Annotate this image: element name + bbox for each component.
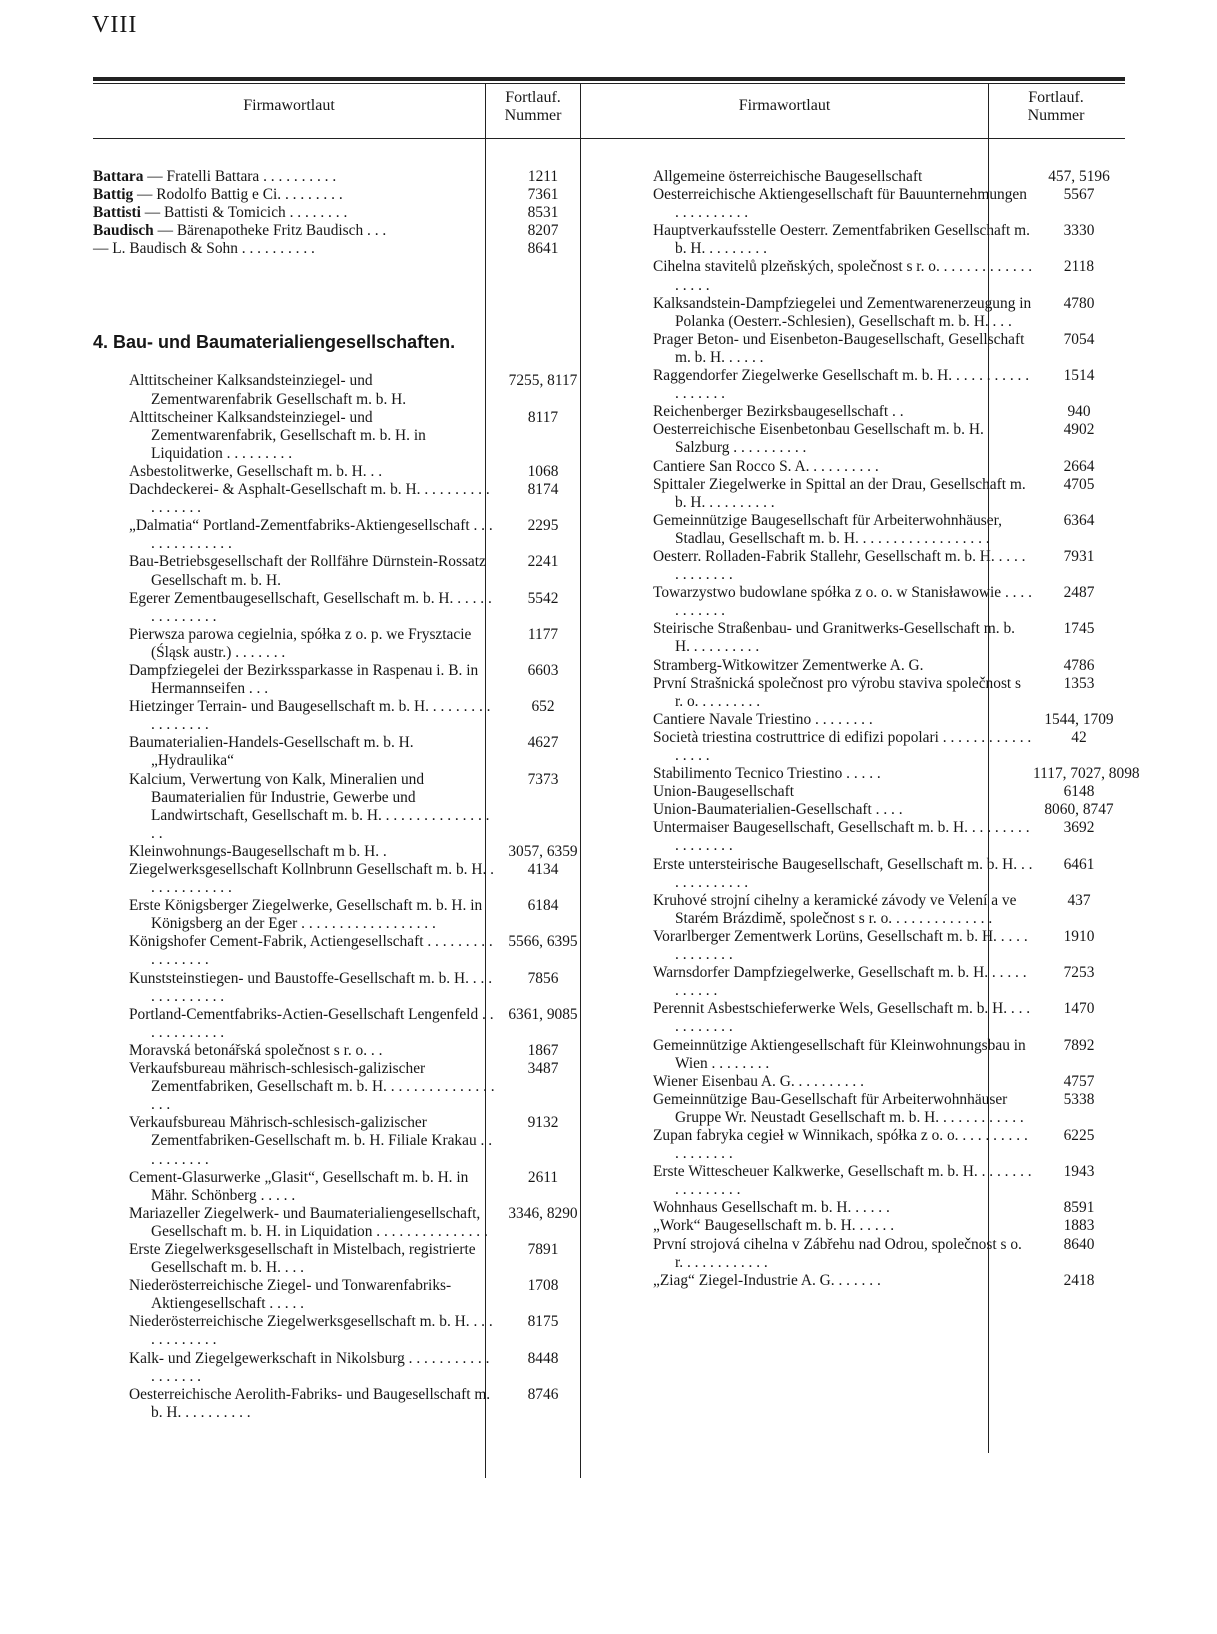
entry-number: 1470 xyxy=(1063,1000,1095,1018)
firm-name: Mariazeller Ziegelwerk- und Baumaterialiengesellschaft, Gesellschaft m. b. H. in Liquidation . . . . . . . . . . . . . . . xyxy=(129,1204,488,1240)
right-column xyxy=(653,168,1140,1290)
firm-name: Niederösterreichische Ziegelwerksgesellschaft m. b. H. . . . . . . . . . . . . xyxy=(129,1313,493,1349)
list-item xyxy=(653,801,1125,819)
list-item xyxy=(93,553,589,589)
entry-number: 6364 xyxy=(1063,511,1095,529)
entry-number: 3330 xyxy=(1063,222,1095,240)
firm-name: Dachdeckerei- & Asphalt-Gesellschaft m. b. H. . . . . . . . . . . . . . . . . xyxy=(129,481,490,517)
firm-name: Asbestolitwerke, Gesellschaft m. b. H. . . xyxy=(129,462,383,480)
list-item xyxy=(93,409,589,463)
list-item xyxy=(93,1313,589,1349)
entry-number: 457, 5196 xyxy=(1048,168,1110,185)
firm-name: Union-Baumaterialien-Gesellschaft . . . . xyxy=(653,801,903,819)
firm-name: Allgemeine österreichische Baugesellschaft xyxy=(653,168,923,185)
entry-number: 5338 xyxy=(1063,1090,1095,1108)
list-item xyxy=(653,783,1125,801)
firm-name: Kalksandstein-Dampfziegelei und Zementwarenerzeugung in Polanka (Oesterr.-Schlesien), Gesellschaft m. b. H. . . . xyxy=(653,294,1032,330)
firm-name: Erste Ziegelwerksgesellschaft in Mistelbach, registrierte Gesellschaft m. b. H. . . . xyxy=(129,1240,476,1277)
firm-name: Stramberg-Witkowitzer Zementwerke A. G. xyxy=(653,656,924,674)
list-item xyxy=(653,186,1125,222)
firm-name: Pierwsza parowa cegielnia, spółka z o. p. we Frysztacie (Śląsk austr.) . . . . . . . xyxy=(129,625,472,661)
entry-number: 8207 xyxy=(527,222,559,240)
firm-name: „Ziag“ Ziegel-Industrie A. G. . . . . . . xyxy=(653,1271,881,1289)
entry-number: 4134 xyxy=(527,861,559,878)
entry-number: 437 xyxy=(1067,891,1091,909)
firm-name: Union-Baugesellschaft xyxy=(653,783,795,801)
firm-name: Towarzystwo budowlane spółka z o. o. w Stanisławowie . . . . . . . . . . . xyxy=(653,584,1032,620)
firm-name: Erste Königsberger Ziegelwerke, Gesellschaft m. b. H. in Königsberg an der Eger . . . . . . . . . . . . . . . . . . xyxy=(129,897,483,933)
firm-name: „Work“ Baugesellschaft m. b. H. . . . . . xyxy=(653,1217,895,1235)
list-item xyxy=(653,675,1125,711)
list-item xyxy=(93,771,589,843)
list-item xyxy=(653,403,1125,421)
header-rule-thick xyxy=(93,77,1125,81)
firm-rest: — L. Baudisch & Sohn . . . . . . . . . . xyxy=(93,240,315,258)
firm-name: Stabilimento Tecnico Triestino . . . . . xyxy=(653,765,881,783)
list-item xyxy=(653,1236,1125,1272)
list-item xyxy=(653,458,1125,476)
firm-name xyxy=(93,222,497,240)
list-item xyxy=(653,222,1125,258)
list-item xyxy=(653,584,1125,620)
firm-name: Hauptverkaufsstelle Oesterr. Zementfabriken Gesellschaft m. b. H. . . . . . . . . xyxy=(653,222,1030,258)
list-item xyxy=(653,548,1125,584)
firm-name: Oesterreichische Aerolith-Fabriks- und Baugesellschaft m. b. H. . . . . . . . . . xyxy=(129,1385,491,1421)
list-item xyxy=(93,168,589,186)
entry-number: 7361 xyxy=(527,186,559,204)
entry-number: 8531 xyxy=(527,204,559,222)
entry-number: 7255, 8117 xyxy=(508,372,578,390)
entry-number: 5566, 6395 xyxy=(508,933,578,951)
list-item xyxy=(653,892,1125,928)
entry-number: 1353 xyxy=(1063,674,1095,692)
firm-rest: — Fratelli Battara . . . . . . . . . . xyxy=(143,168,337,185)
list-item xyxy=(93,1386,589,1422)
firm-name: Untermaiser Baugesellschaft, Gesellschaft m. b. H. . . . . . . . . . . . . . . . . xyxy=(653,819,1030,855)
list-item xyxy=(653,964,1125,1000)
firm-name: Erste Wittescheuer Kalkwerke, Gesellschaft m. b. H. . . . . . . . . . . . . . . . . xyxy=(653,1163,1032,1199)
entry-number: 7891 xyxy=(527,1240,559,1258)
list-item xyxy=(653,367,1125,403)
list-item xyxy=(93,1169,589,1205)
entry-number: 4705 xyxy=(1063,475,1095,493)
firm-name: Kleinwohnungs-Baugesellschaft m b. H. . xyxy=(129,842,387,860)
entry-number: 3692 xyxy=(1063,819,1095,837)
entry-number: 6148 xyxy=(1063,783,1095,801)
firm-name: Portland-Cementfabriks-Actien-Gesellschaft Lengenfeld . . . . . . . . . . . . xyxy=(129,1005,494,1041)
firm-name: Warnsdorfer Dampfziegelwerke, Gesellschaft m. b. H. . . . . . . . . . . . xyxy=(653,964,1027,1000)
entry-number: 1177 xyxy=(527,625,559,643)
page-number: VIII xyxy=(92,12,138,38)
list-item xyxy=(653,1272,1125,1290)
list-item xyxy=(93,897,589,933)
entry-number: 8060, 8747 xyxy=(1044,801,1114,819)
firm-lead: Battara xyxy=(93,168,144,185)
firm-name: Perennit Asbestschieferwerke Wels, Gesellschaft m. b. H. . . . . . . . . . . . xyxy=(653,1000,1031,1036)
firm-name: Raggendorfer Ziegelwerke Gesellschaft m. b. H. . . . . . . . . . . . . . . . . . xyxy=(653,367,1030,403)
entry-number: 1910 xyxy=(1063,927,1095,945)
list-item xyxy=(653,1127,1125,1163)
entry-number: 4780 xyxy=(1063,294,1095,312)
list-item xyxy=(653,1000,1125,1036)
firm-name: Dampfziegelei der Bezirkssparkasse in Raspenau i. B. in Hermannseifen . . . xyxy=(129,661,479,698)
firm-name: Spittaler Ziegelwerke in Spittal an der Drau, Gesellschaft m. b. H. . . . . . . . . . xyxy=(653,475,1026,511)
list-item xyxy=(653,1199,1125,1217)
list-item xyxy=(93,626,589,662)
firm-name: Cantiere Navale Triestino . . . . . . . . xyxy=(653,710,873,728)
entry-number: 8640 xyxy=(1063,1235,1095,1253)
list-item xyxy=(93,517,589,553)
entry-number: 1544, 1709 xyxy=(1044,710,1114,728)
list-item xyxy=(93,698,589,734)
firm-name: První Strašnická společnost pro výrobu staviva společnost s r. o. . . . . . . . . xyxy=(653,674,1022,710)
list-item xyxy=(93,372,589,408)
firm-name: Reichenberger Bezirksbaugesellschaft . . xyxy=(653,403,904,421)
list-item xyxy=(93,1114,589,1168)
entry-number: 8174 xyxy=(527,481,559,499)
list-item xyxy=(93,734,589,770)
entry-number: 8175 xyxy=(527,1313,559,1331)
firm-name: Ziegelwerksgesellschaft Kollnbrunn Gesellschaft m. b. H. . . . . . . . . . . . . xyxy=(129,861,495,897)
entry-number: 8117 xyxy=(527,408,559,426)
entry-number: 8746 xyxy=(527,1385,559,1403)
firm-name: Kalk- und Ziegelgewerkschaft in Nikolsburg . . . . . . . . . . . . . . . . . . xyxy=(129,1349,490,1385)
list-item xyxy=(653,512,1125,548)
list-item xyxy=(93,1277,589,1313)
list-item xyxy=(93,481,589,517)
firm-name: Verkaufsbureau mährisch-schlesisch-galizischer Zementfabriken, Gesellschaft m. b. H. . . . . . . . . . . . . . . . . . xyxy=(129,1060,495,1114)
header-rule-thin xyxy=(93,83,1125,84)
firm-lead: Baudisch xyxy=(93,222,154,240)
firm-name: Oesterreichische Aktiengesellschaft für Bauunternehmungen . . . . . . . . . . xyxy=(653,186,1027,222)
entry-number: 1068 xyxy=(527,462,559,480)
entry-number: 940 xyxy=(1067,403,1091,421)
firm-name: Cement-Glasurwerke „Glasit“, Gesellschaft m. b. H. in Mähr. Schönberg . . . . . xyxy=(129,1168,469,1204)
firm-lead: Battig xyxy=(93,186,134,204)
firm-name: Egerer Zementbaugesellschaft, Gesellschaft m. b. H. . . . . . . . . . . . . . . xyxy=(129,589,492,625)
entry-number: 6361, 9085 xyxy=(508,1005,578,1023)
firm-name: Baumaterialien-Handels-Gesellschaft m. b. H. „Hydraulika“ xyxy=(129,734,414,770)
firm-name: Prager Beton- und Eisenbeton-Baugesellschaft, Gesellschaft m. b. H. . . . . . xyxy=(653,330,1025,366)
entry-number: 4902 xyxy=(1063,421,1095,439)
list-item xyxy=(653,928,1125,964)
entry-number: 3487 xyxy=(527,1060,559,1078)
firm-name: Alttitscheiner Kalksandsteinziegel- und Zementwarenfabrik, Gesellschaft m. b. H. in Liquidation . . . . . . . . . xyxy=(129,408,426,462)
left-entry-list xyxy=(93,372,589,1421)
entry-number: 8591 xyxy=(1063,1199,1095,1217)
firm-name: Cihelna stavitelů plzeňských, společnost s r. o. . . . . . . . . . . . . . . . . . xyxy=(653,258,1033,294)
entry-number: 2487 xyxy=(1063,584,1095,602)
list-item xyxy=(93,861,589,897)
list-item xyxy=(93,1006,589,1042)
firm-name: Gemeinnützige Bau-Gesellschaft für Arbeiterwohnhäuser Gruppe Wr. Neustadt Gesellschaft m. b. H. . . . . . . . . . . . xyxy=(653,1090,1024,1126)
list-item xyxy=(93,970,589,1006)
list-item xyxy=(93,222,589,240)
entry-number: 2664 xyxy=(1063,457,1095,475)
list-item xyxy=(93,1350,589,1386)
entry-number: 7373 xyxy=(527,770,559,788)
firm-name: Cantiere San Rocco S. A. . . . . . . . . . xyxy=(653,457,879,475)
entry-number: 5567 xyxy=(1063,186,1095,204)
entry-number: 5542 xyxy=(527,589,559,607)
list-item xyxy=(653,620,1125,656)
firm-name xyxy=(93,240,497,258)
list-item xyxy=(653,421,1125,457)
list-item xyxy=(653,168,1125,186)
header-rule-bottom xyxy=(93,138,1125,139)
entry-number: 652 xyxy=(531,698,555,716)
entry-number: 1883 xyxy=(1063,1217,1095,1235)
entry-number: 1514 xyxy=(1063,367,1095,385)
list-item xyxy=(93,240,589,258)
entry-number: 1708 xyxy=(527,1277,559,1295)
firm-name: Verkaufsbureau Mährisch-schlesisch-galizischer Zementfabriken-Gesellschaft m. b. H. Filiale Krakau . . . . . . . . . . xyxy=(129,1114,493,1168)
entry-number: 42 xyxy=(1071,728,1087,746)
entry-number: 9132 xyxy=(527,1114,559,1132)
firm-name: „Dalmatia“ Portland-Zementfabriks-Aktiengesellschaft . . . . . . . . . . . . . . xyxy=(129,517,493,553)
list-item xyxy=(93,463,589,481)
firm-name: Oesterreichische Eisenbetonbau Gesellschaft m. b. H. Salzburg . . . . . . . . . . xyxy=(653,421,984,457)
firm-name xyxy=(93,168,497,186)
list-item xyxy=(653,476,1125,512)
list-item xyxy=(653,258,1125,294)
firm-name: Vorarlberger Zementwerk Lorüns, Gesellschaft m. b. H. . . . . . . . . . . . . xyxy=(653,927,1028,964)
firm-name: Erste untersteirische Baugesellschaft, Gesellschaft m. b. H. . . . . . . . . . . . . xyxy=(653,855,1033,891)
list-item xyxy=(93,186,589,204)
list-item xyxy=(653,729,1125,765)
section-title: 4. Bau- und Baumaterialiengesellschaften. xyxy=(93,332,456,353)
header-num-right: Fortlauf. Nummer xyxy=(1027,89,1085,124)
firm-name xyxy=(93,186,497,204)
list-item xyxy=(93,1042,589,1060)
list-item xyxy=(653,1091,1125,1127)
firm-name xyxy=(93,204,497,222)
firm-name: Zupan fabryka cegieł w Winnikach, spółka z o. o. . . . . . . . . . . . . . . . . . xyxy=(653,1126,1028,1163)
list-item xyxy=(93,933,589,969)
entry-number: 1867 xyxy=(527,1041,559,1059)
entry-number: 2241 xyxy=(527,553,559,571)
firm-lead: Battisti xyxy=(93,204,141,222)
firm-name: Steirische Straßenbau- und Granitwerks-Gesellschaft m. b. H. . . . . . . . . . xyxy=(653,620,1016,656)
firm-name: Kunststeinstiegen- und Baustoffe-Gesellschaft m. b. H. . . . . . . . . . . . . . xyxy=(129,969,493,1005)
list-item xyxy=(653,295,1125,331)
entry-number: 7054 xyxy=(1063,330,1095,348)
firm-name: Wohnhaus Gesellschaft m. b. H. . . . . . xyxy=(653,1199,890,1217)
entry-number: 1745 xyxy=(1063,620,1095,638)
list-item xyxy=(653,765,1140,783)
left-top-list xyxy=(93,168,589,258)
entry-number: 4627 xyxy=(527,734,559,752)
firm-name: Società triestina costruttrice di edifizi popolari . . . . . . . . . . . . . . . . . xyxy=(653,728,1032,764)
firm-name: Gemeinnützige Baugesellschaft für Arbeiterwohnhäuser, Stadlau, Gesellschaft m. b. H. . . . . . . . . . . . . . . . . . xyxy=(653,511,1002,547)
list-item xyxy=(93,204,589,222)
entry-number: 8448 xyxy=(527,1349,559,1367)
entry-number: 7892 xyxy=(1063,1036,1095,1054)
entry-number: 6225 xyxy=(1063,1126,1095,1144)
left-column xyxy=(93,168,589,1422)
list-item xyxy=(93,1241,589,1277)
list-item xyxy=(653,711,1125,729)
list-item xyxy=(653,1037,1125,1073)
list-item xyxy=(653,331,1125,367)
header-num-left: Fortlauf. Nummer xyxy=(504,89,562,124)
list-item xyxy=(653,1217,1125,1235)
list-item xyxy=(93,1205,589,1241)
entry-number: 7856 xyxy=(527,969,559,987)
entry-number: 7253 xyxy=(1063,964,1095,982)
firm-name: Königshofer Cement-Fabrik, Actiengesellschaft . . . . . . . . . . . . . . . . . xyxy=(129,933,493,969)
entry-number: 2611 xyxy=(527,1168,559,1186)
entry-number: 2118 xyxy=(1063,258,1095,276)
entry-number: 4757 xyxy=(1063,1072,1095,1090)
firm-name: Oesterr. Rolladen-Fabrik Stallehr, Gesellschaft m. b. H. . . . . . . . . . . . . xyxy=(653,547,1026,584)
firm-name: Kalcium, Verwertung von Kalk, Mineralien und Baumaterialien für Industrie, Gewerbe und Landwirtschaft, Gesellschaft m. b. H. . . . . . . . . . . . . . . . . xyxy=(129,770,490,842)
entry-number: 1117, 7027, 8098 xyxy=(1033,765,1140,783)
entry-number: 2418 xyxy=(1063,1271,1095,1289)
firm-name: Niederösterreichische Ziegel- und Tonwarenfabriks-Aktiengesellschaft . . . . . xyxy=(129,1277,452,1313)
header-firm-left: Firmawortlaut xyxy=(243,97,335,114)
list-item xyxy=(653,1163,1125,1199)
firm-rest: — Battisti & Tomicich . . . . . . . . xyxy=(140,204,348,222)
firm-name: Bau-Betriebsgesellschaft der Rollfähre Dürnstein-Rossatz Gesellschaft m. b. H. xyxy=(129,553,486,589)
firm-name: Hietzinger Terrain- und Baugesellschaft m. b. H. . . . . . . . . . . . . . . . . xyxy=(129,698,491,734)
firm-rest: — Bärenapotheke Fritz Baudisch . . . xyxy=(153,222,387,240)
firm-name: Alttitscheiner Kalksandsteinziegel- und Zementwarenfabrik Gesellschaft m. b. H. xyxy=(129,372,407,408)
right-entry-list xyxy=(653,168,1140,1290)
list-item xyxy=(93,662,589,698)
entry-number: 3057, 6359 xyxy=(508,842,578,860)
firm-rest: — Rodolfo Battig e Ci. . . . . . . . . xyxy=(133,186,343,204)
list-item xyxy=(93,1060,589,1114)
list-item xyxy=(653,819,1125,855)
entry-number: 4786 xyxy=(1063,656,1095,674)
firm-name: Gemeinnützige Aktiengesellschaft für Kleinwohnungsbau in Wien . . . . . . . . xyxy=(653,1036,1026,1072)
entry-number: 6603 xyxy=(527,661,559,679)
firm-name: Wiener Eisenbau A. G. . . . . . . . . . xyxy=(653,1072,864,1090)
list-item xyxy=(93,590,589,626)
entry-number: 6184 xyxy=(527,897,559,915)
entry-number: 6461 xyxy=(1063,855,1095,873)
list-item xyxy=(93,843,589,861)
list-item xyxy=(653,657,1125,675)
entry-number: 7931 xyxy=(1063,547,1095,565)
entry-number: 3346, 8290 xyxy=(508,1204,578,1222)
firm-name: Moravská betonářská společnost s r. o. . . xyxy=(129,1041,383,1059)
firm-name: První strojová cihelna v Zábřehu nad Odrou, společnost s o. r. . . . . . . . . . . . xyxy=(653,1235,1022,1271)
firm-name: Kruhové strojní cihelny a keramické závody ve Velení a ve Starém Brázdimě, společnost s r. o. . . . . . . . . . . . . . xyxy=(653,891,1017,927)
header-firm-right: Firmawortlaut xyxy=(738,97,831,114)
entry-number: 1943 xyxy=(1063,1163,1095,1181)
list-item xyxy=(653,856,1125,892)
entry-number: 8641 xyxy=(527,240,559,258)
list-item xyxy=(653,1073,1125,1091)
entry-number: 1211 xyxy=(527,168,559,185)
entry-number: 2295 xyxy=(527,517,559,535)
